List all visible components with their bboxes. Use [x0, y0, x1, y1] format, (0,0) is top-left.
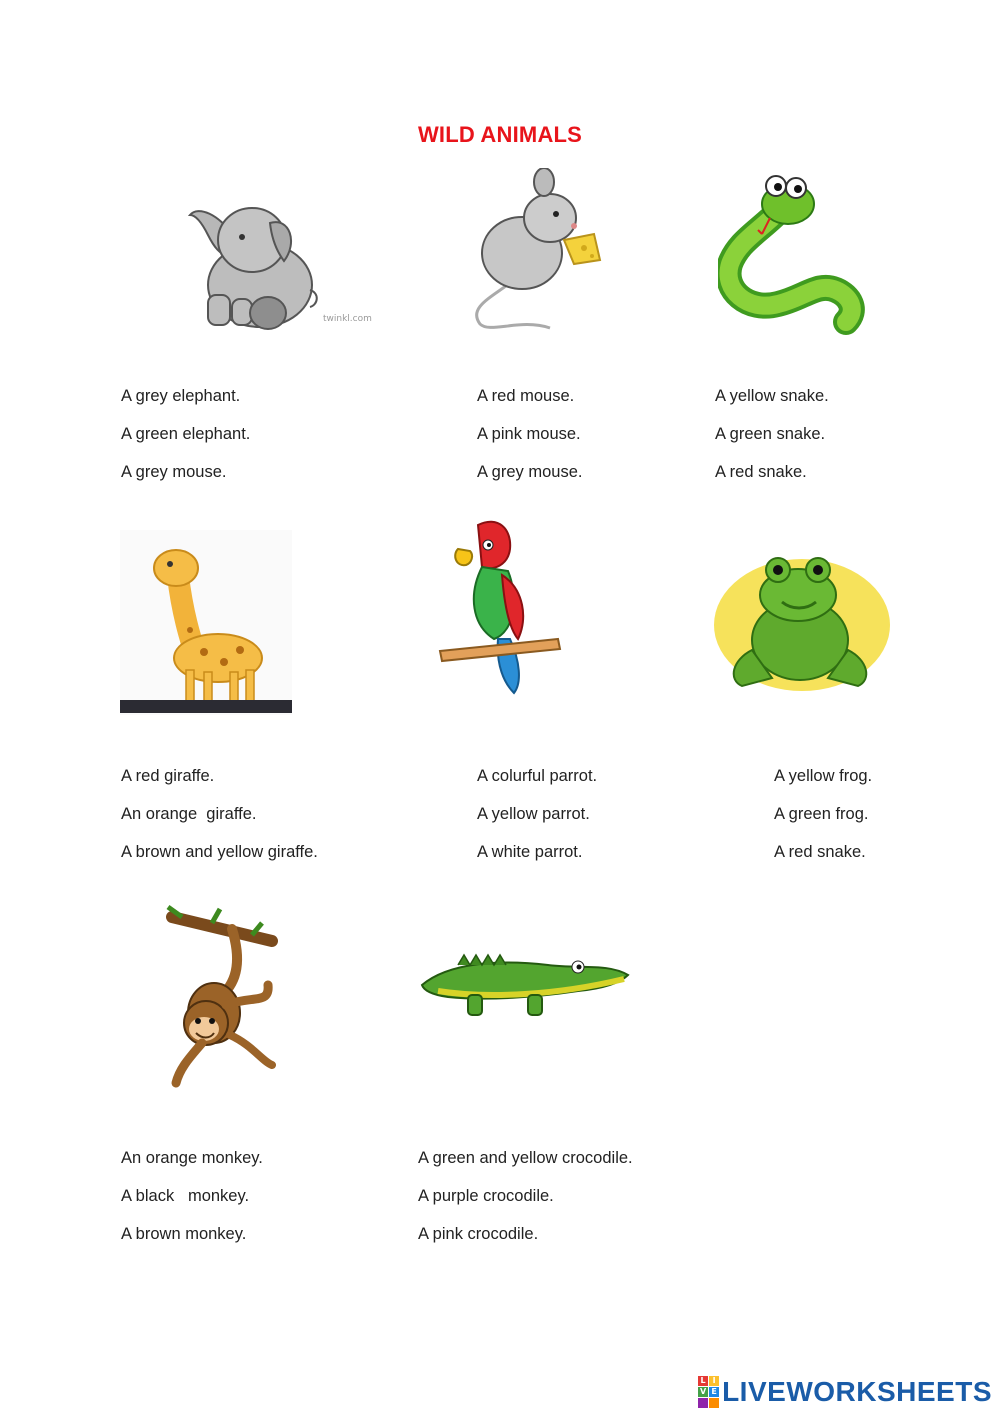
- option-text[interactable]: A purple crocodile.: [418, 1187, 554, 1205]
- option-text[interactable]: A brown monkey.: [121, 1225, 247, 1243]
- brand-name: LIVEWORKSHEETS: [722, 1376, 992, 1407]
- options-elephant: [121, 377, 250, 491]
- logo-tile: [698, 1398, 708, 1408]
- logo-letter: E: [709, 1387, 719, 1397]
- crocodile-icon: [418, 945, 633, 1030]
- parrot-icon: [438, 515, 563, 705]
- option-text[interactable]: A yellow parrot.: [477, 805, 590, 823]
- option-text[interactable]: A grey mouse.: [477, 463, 583, 481]
- elephant-icon: [180, 195, 375, 335]
- option-text[interactable]: A yellow snake.: [715, 387, 829, 405]
- options-crocodile: [418, 1139, 633, 1253]
- option-text[interactable]: A red giraffe.: [121, 767, 215, 785]
- options-snake: [715, 377, 829, 491]
- option-text[interactable]: A grey elephant.: [121, 387, 241, 405]
- option-text[interactable]: An orange giraffe.: [121, 805, 257, 823]
- options-parrot: [477, 757, 597, 871]
- option-text[interactable]: An orange monkey.: [121, 1149, 263, 1167]
- logo-tile: [709, 1398, 719, 1408]
- option-text[interactable]: A green snake.: [715, 425, 826, 443]
- logo-letter: I: [709, 1376, 719, 1386]
- option-text[interactable]: A grey mouse.: [121, 463, 227, 481]
- option-text[interactable]: A red snake.: [774, 843, 866, 861]
- option-text[interactable]: A pink crocodile.: [418, 1225, 539, 1243]
- liveworksheets-logo: [698, 1377, 992, 1407]
- giraffe-icon: [120, 530, 292, 715]
- options-monkey: [121, 1139, 263, 1253]
- frog-icon: [712, 540, 892, 700]
- option-text[interactable]: A pink mouse.: [477, 425, 581, 443]
- logo-letter: V: [699, 1387, 707, 1396]
- option-text[interactable]: A brown and yellow giraffe.: [121, 843, 318, 861]
- worksheet-title: WILD ANIMALS: [417, 122, 583, 147]
- option-text[interactable]: A yellow frog.: [774, 767, 873, 785]
- option-text[interactable]: A red snake.: [715, 463, 807, 481]
- option-text[interactable]: A green frog.: [774, 805, 869, 823]
- mouse-icon: [470, 168, 610, 333]
- option-text[interactable]: A black monkey.: [121, 1187, 250, 1205]
- options-frog: [774, 757, 872, 871]
- option-text[interactable]: A white parrot.: [477, 843, 583, 861]
- option-text[interactable]: A green elephant.: [121, 425, 251, 443]
- options-mouse: [477, 377, 582, 491]
- option-text[interactable]: A green and yellow crocodile.: [418, 1149, 633, 1167]
- options-giraffe: [121, 757, 318, 871]
- logo-letter: L: [698, 1376, 708, 1386]
- image-credit: twinkl.com: [323, 314, 372, 324]
- snake-icon: [718, 172, 868, 337]
- monkey-icon: [122, 895, 322, 1095]
- option-text[interactable]: A red mouse.: [477, 387, 575, 405]
- option-text[interactable]: A colurful parrot.: [477, 767, 598, 785]
- live-logo-icon: [698, 1376, 719, 1408]
